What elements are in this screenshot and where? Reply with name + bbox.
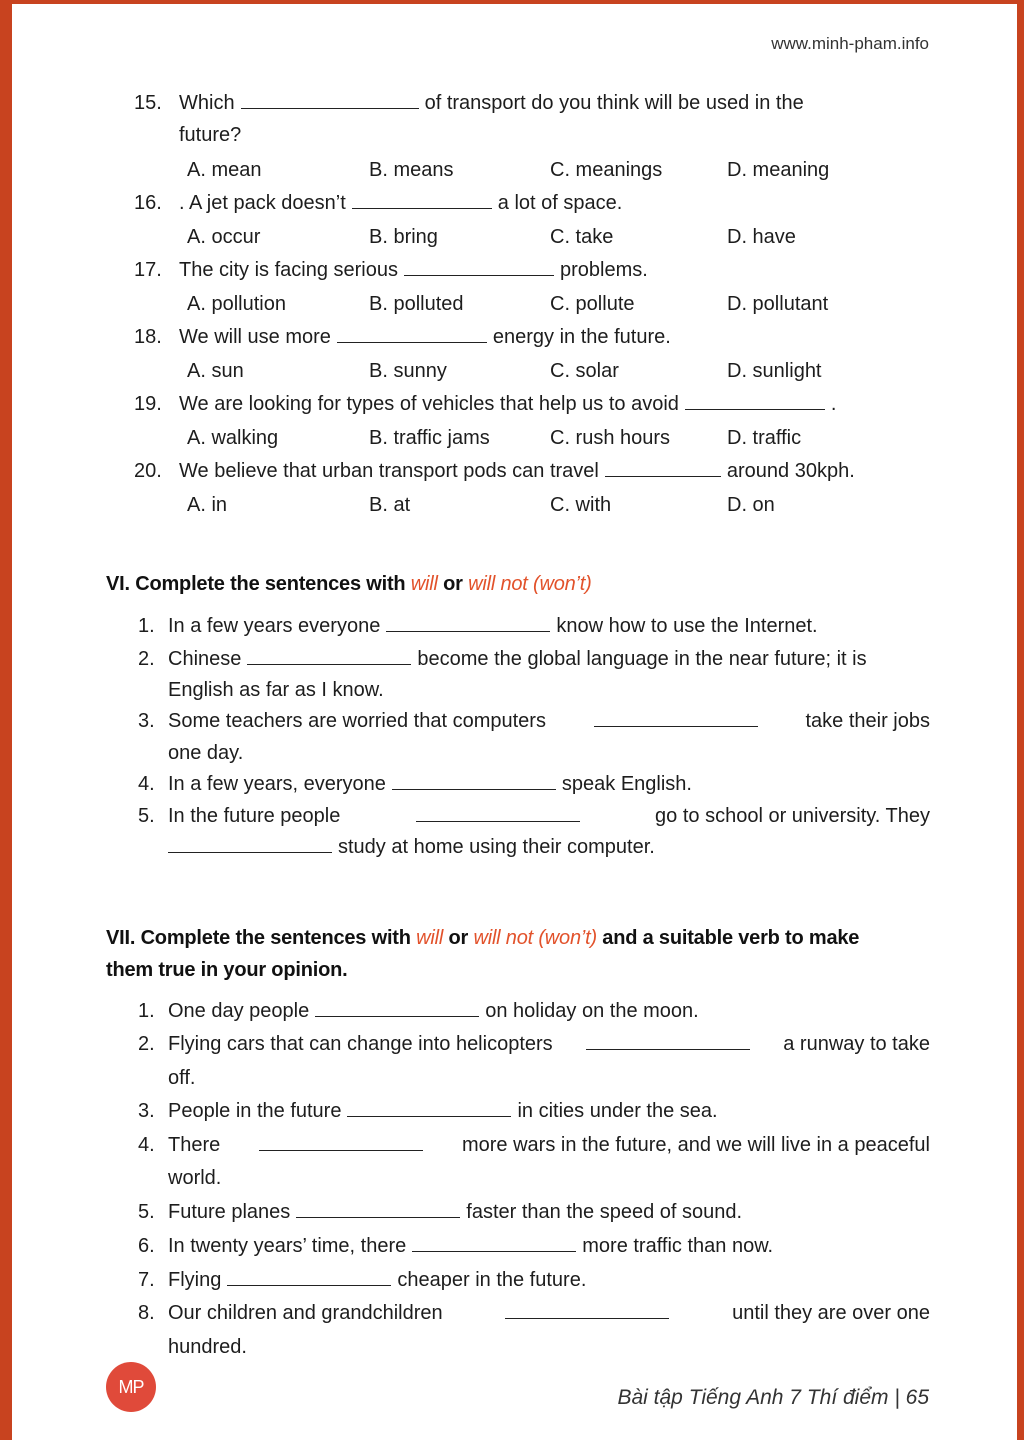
item-number: 2.	[138, 648, 155, 670]
sentence: In a few years everyone know how to use the Internet.	[168, 615, 818, 637]
sentence-continued: off.	[168, 1067, 196, 1089]
sentence: Flying cars that can change into helicopters a runway to take	[168, 1033, 930, 1055]
answer-blank[interactable]	[586, 1031, 750, 1050]
question-text-continued: future?	[179, 124, 242, 146]
option-d[interactable]: D. on	[727, 494, 775, 516]
question-number: 19.	[134, 393, 162, 415]
option-d[interactable]: D. pollutant	[727, 293, 829, 315]
answer-blank[interactable]	[168, 834, 332, 853]
answer-blank[interactable]	[412, 1233, 576, 1252]
answer-blank[interactable]	[259, 1132, 423, 1151]
item-number: 7.	[138, 1269, 155, 1291]
answer-blank[interactable]	[347, 1098, 511, 1117]
item-number: 2.	[138, 1033, 155, 1055]
sentence-continued: study at home using their computer.	[168, 834, 655, 860]
option-c[interactable]: C. with	[550, 494, 612, 516]
item-number: 4.	[138, 773, 155, 795]
question-number: 18.	[134, 326, 162, 348]
option-c[interactable]: C. solar	[550, 360, 619, 382]
item-number: 4.	[138, 1134, 155, 1156]
question-number: 16.	[134, 192, 162, 214]
option-d[interactable]: D. sunlight	[727, 360, 822, 382]
question-text: The city is facing serious problems.	[179, 259, 648, 281]
sentence: Some teachers are worried that computers take their jobs	[168, 710, 930, 732]
page	[12, 4, 1017, 1440]
sentence-continued: hundred.	[168, 1336, 247, 1358]
sentence: People in the future in cities under the sea.	[168, 1100, 718, 1122]
option-d[interactable]: D. have	[727, 226, 796, 248]
answer-blank[interactable]	[386, 613, 550, 632]
answer-blank[interactable]	[296, 1199, 460, 1218]
option-b[interactable]: B. traffic jams	[369, 427, 490, 449]
option-c[interactable]: C. take	[550, 226, 614, 248]
question-text: Which of transport do you think will be used in the	[179, 92, 804, 114]
item-number: 5.	[138, 805, 155, 827]
question-text: We are looking for types of vehicles that help us to avoid .	[179, 393, 837, 415]
option-a[interactable]: A. sun	[187, 360, 244, 382]
publisher-logo	[106, 1362, 156, 1412]
option-a[interactable]: A. mean	[187, 159, 262, 181]
section-heading-vii-continued: them true in your opinion.	[106, 959, 348, 981]
option-b[interactable]: B. at	[369, 494, 411, 516]
sentence: Chinese become the global language in the near future; it is	[168, 648, 867, 670]
question-number: 15.	[134, 92, 162, 114]
logo-text: MP	[118, 1376, 144, 1397]
page-number: 65	[905, 1386, 929, 1409]
question-text: We believe that urban transport pods can travel around 30kph.	[179, 460, 855, 482]
question-text: . A jet pack doesn’t a lot of space.	[179, 192, 623, 214]
answer-blank[interactable]	[685, 391, 825, 410]
sentence: One day people on holiday on the moon.	[168, 1000, 699, 1022]
answer-blank[interactable]	[227, 1267, 391, 1286]
option-c[interactable]: C. pollute	[550, 293, 635, 315]
option-a[interactable]: A. occur	[187, 226, 261, 248]
sentence: Future planes faster than the speed of sound.	[168, 1201, 743, 1223]
item-number: 1.	[138, 1000, 155, 1022]
answer-blank[interactable]	[392, 771, 556, 790]
option-a[interactable]: A. pollution	[187, 293, 286, 315]
option-a[interactable]: A. walking	[187, 427, 279, 449]
footer-book-title: Bài tập Tiếng Anh 7 Thí điểm | 65	[617, 1386, 929, 1409]
answer-blank[interactable]	[247, 646, 411, 665]
option-d[interactable]: D. meaning	[727, 159, 830, 181]
answer-blank[interactable]	[315, 998, 479, 1017]
sentence: Our children and grandchildren until they are over one	[168, 1302, 930, 1324]
site-url: www.minh-pham.info	[771, 34, 929, 53]
sentence: In a few years, everyone speak English.	[168, 773, 692, 795]
option-a[interactable]: A. in	[187, 494, 228, 516]
sentence: There more wars in the future, and we will live in a peaceful	[168, 1134, 930, 1156]
option-b[interactable]: B. polluted	[369, 293, 464, 315]
answer-blank[interactable]	[352, 190, 492, 209]
answer-blank[interactable]	[605, 458, 721, 477]
sentence-continued: one day.	[168, 742, 244, 764]
answer-blank[interactable]	[505, 1300, 669, 1319]
option-b[interactable]: B. means	[369, 159, 454, 181]
option-b[interactable]: B. bring	[369, 226, 438, 248]
sentence-continued: English as far as I know.	[168, 679, 384, 701]
sentence: In twenty years’ time, there more traffic than now.	[168, 1235, 774, 1257]
answer-blank[interactable]	[416, 803, 580, 822]
item-number: 5.	[138, 1201, 155, 1223]
option-c[interactable]: C. rush hours	[550, 427, 671, 449]
option-c[interactable]: C. meanings	[550, 159, 663, 181]
sentence: Flying cheaper in the future.	[168, 1269, 587, 1291]
question-number: 20.	[134, 460, 162, 482]
answer-blank[interactable]	[241, 90, 419, 109]
answer-blank[interactable]	[594, 708, 758, 727]
sentence: In the future people go to school or university. They	[168, 805, 930, 827]
answer-blank[interactable]	[404, 257, 554, 276]
item-number: 3.	[138, 1100, 155, 1122]
item-number: 8.	[138, 1302, 155, 1324]
section-heading-vi: VI. Complete the sentences with will or will not (won’t)	[106, 573, 592, 595]
item-number: 1.	[138, 615, 155, 637]
option-b[interactable]: B. sunny	[369, 360, 447, 382]
option-d[interactable]: D. traffic	[727, 427, 802, 449]
question-number: 17.	[134, 259, 162, 281]
section-heading-vii: VII. Complete the sentences with will or will not (won’t) and a suitable verb to make	[106, 927, 860, 949]
item-number: 3.	[138, 710, 155, 732]
item-number: 6.	[138, 1235, 155, 1257]
answer-blank[interactable]	[337, 324, 487, 343]
question-text: We will use more energy in the future.	[179, 326, 671, 348]
sentence-continued: world.	[168, 1167, 222, 1189]
